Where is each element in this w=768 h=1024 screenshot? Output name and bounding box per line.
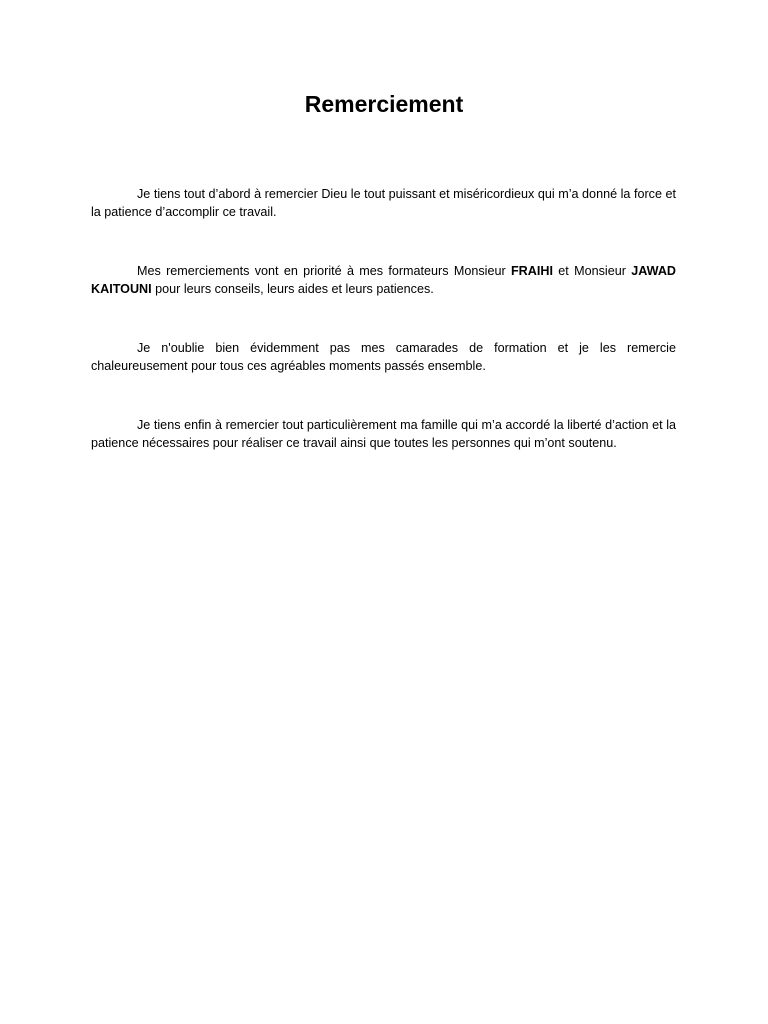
trainer-name-jawad-kaitouni: JAWAD KAITOUNI [91,264,677,296]
paragraph-text: pour leurs conseils, leurs aides et leurs patiences. [151,282,434,296]
trainer-name-fraihi: FRAIHI [510,264,553,278]
paragraph-thanks-trainers [91,262,676,298]
paragraph-thanks-classmates: Je n'oublie bien évidemment pas mes camarades de formation et je les remercie chaleureusement pour tous ces agréables moments passés ensemble. [91,341,676,373]
page-title: Remerciement [304,91,464,117]
paragraph-thanks-god: Je tiens tout d’abord à remercier Dieu le tout puissant et miséricordieux qui m’a donné la force et la patience d’accomplir ce travail. [91,187,676,219]
paragraph-thanks-family: Je tiens enfin à remercier tout particulièrement ma famille qui m’a accordé la liberté d’action et la patience nécessaires pour réaliser ce travail ainsi que toutes les personnes qui m’ont soutenu. [91,418,676,450]
paragraph-text: Mes remerciements vont en priorité à mes formateurs Monsieur [137,264,511,278]
paragraph-text: et Monsieur [552,264,632,278]
